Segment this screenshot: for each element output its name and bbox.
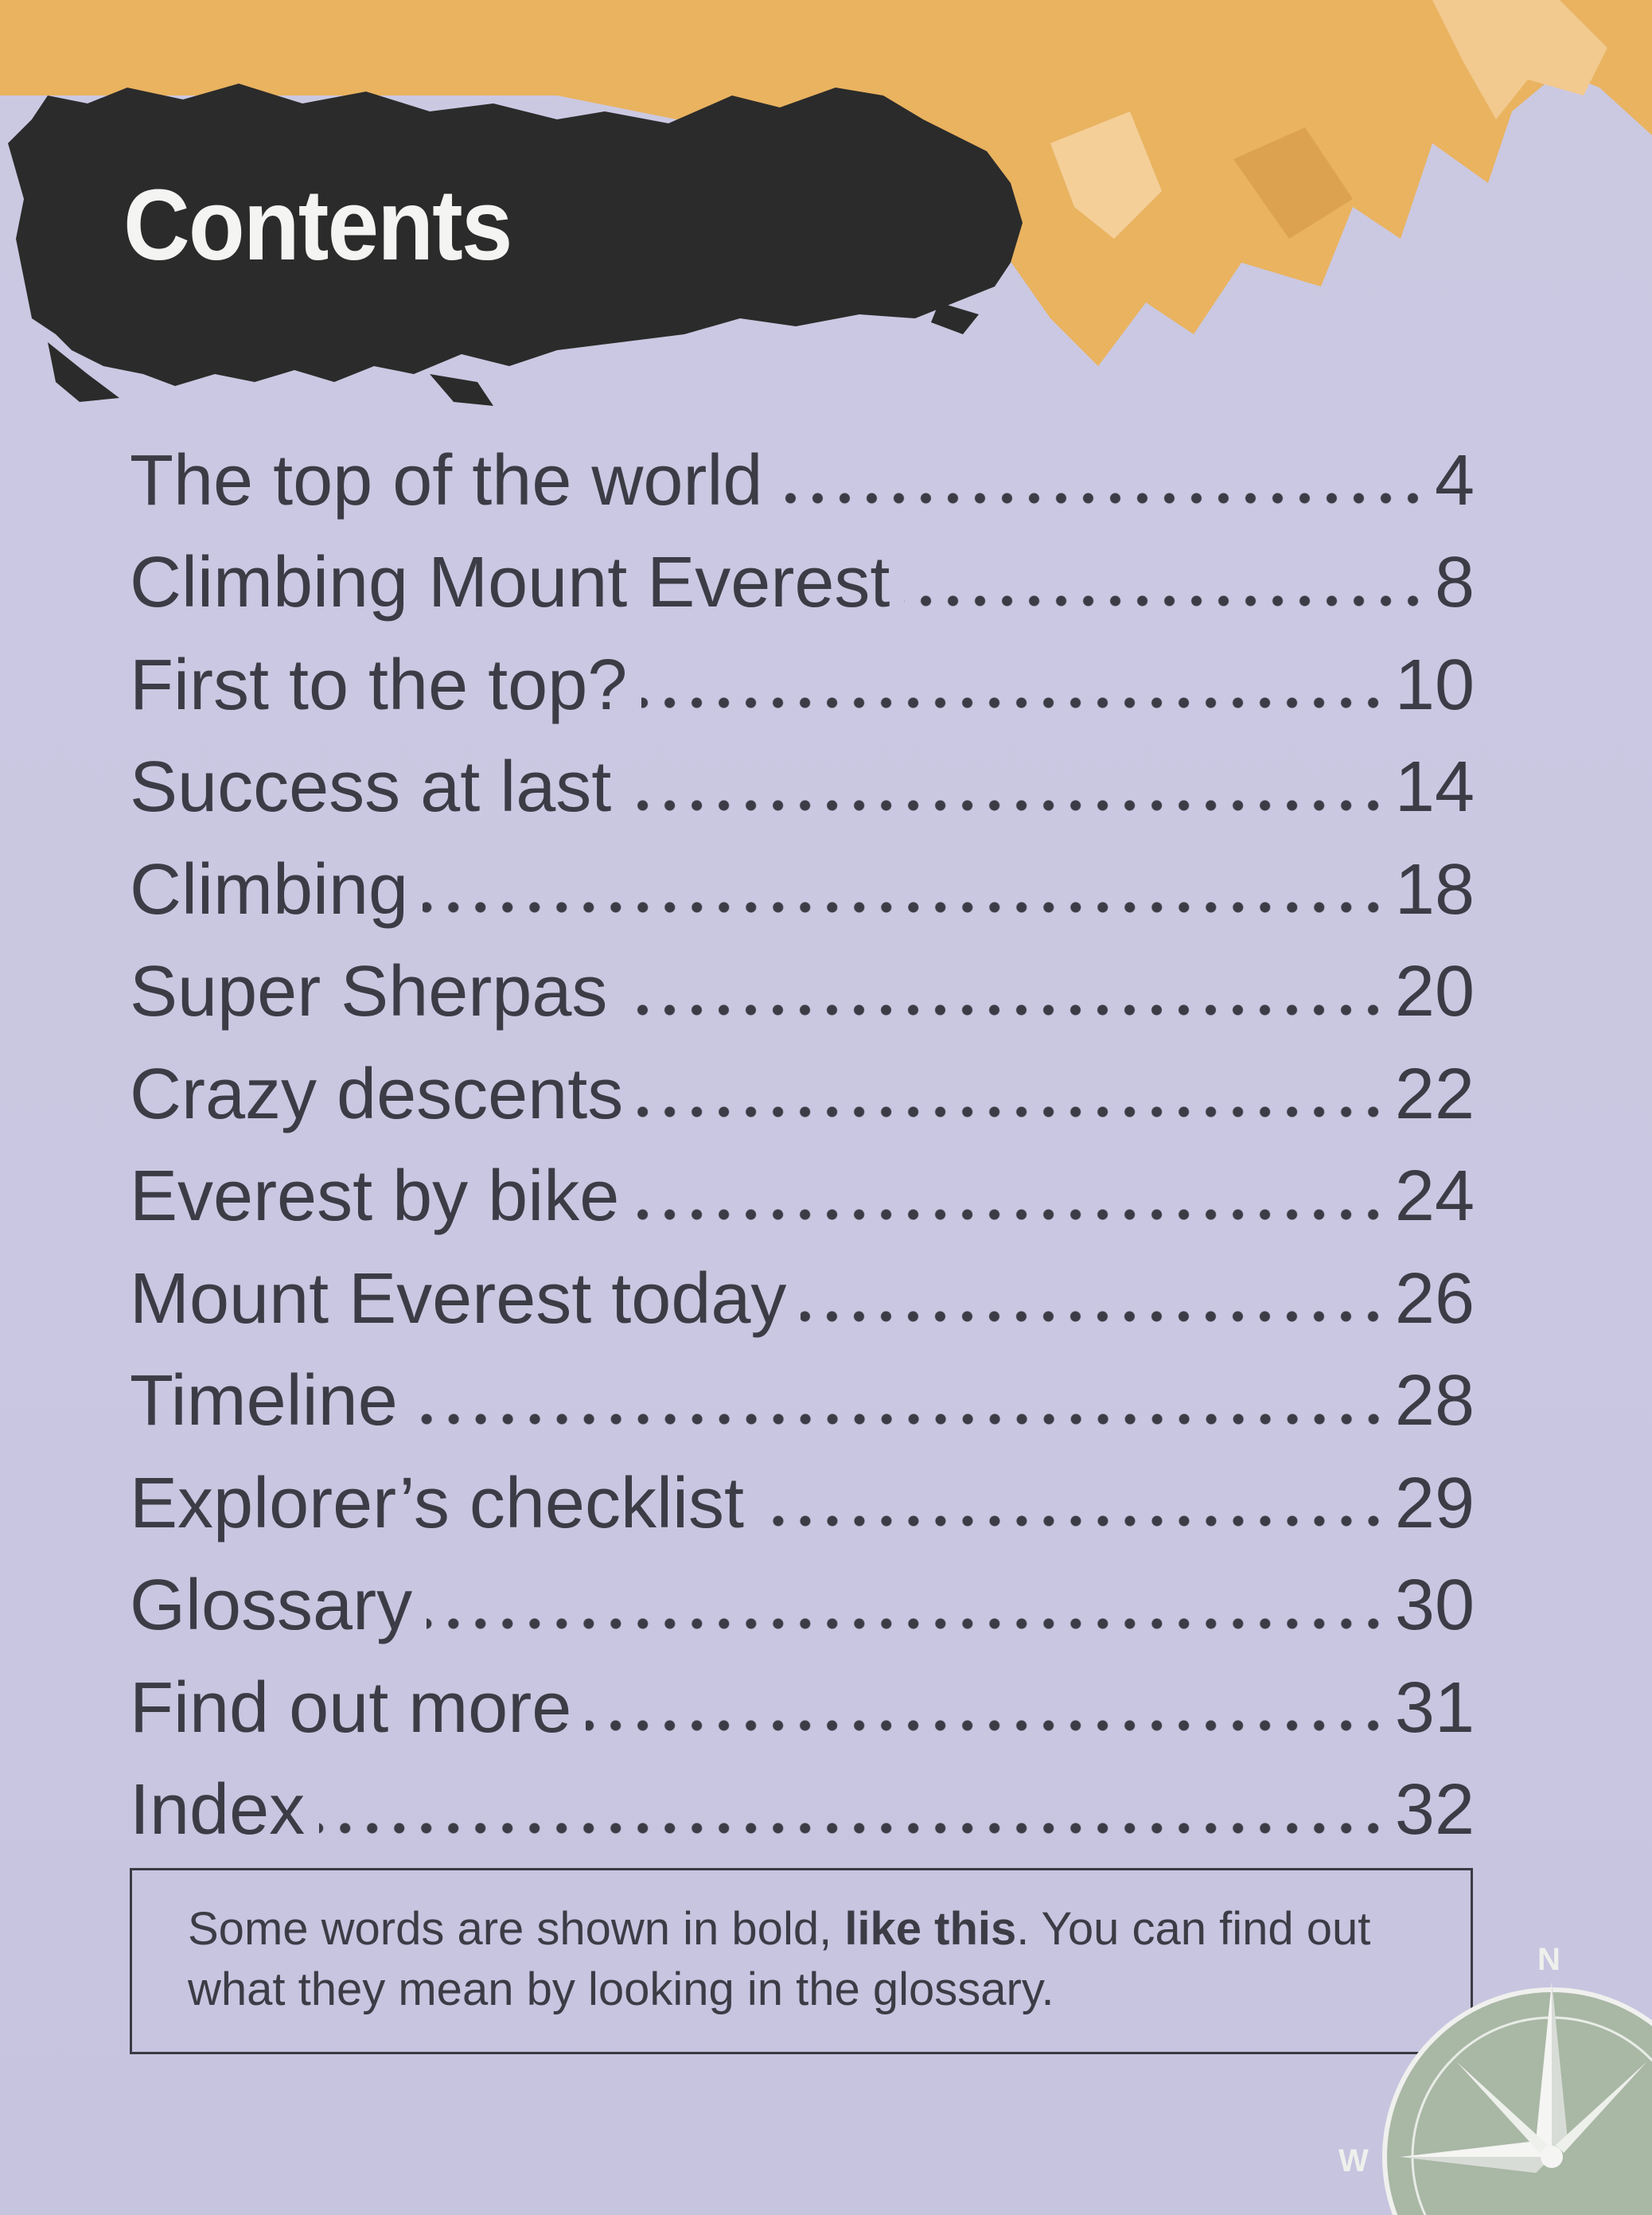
toc-entry[interactable] — [130, 1760, 1475, 1862]
toc-entry[interactable] — [130, 634, 1475, 737]
toc-entry-page: 22 — [1394, 1054, 1475, 1134]
toc-entry-page: 32 — [1394, 1770, 1475, 1850]
toc-entry-page: 31 — [1394, 1667, 1475, 1748]
toc-entry[interactable] — [130, 942, 1475, 1044]
toc-entry-title: First to the top? — [130, 645, 628, 725]
toc-entry-title: Climbing Mount Everest — [130, 543, 890, 623]
toc-entry[interactable] — [130, 1146, 1475, 1249]
toc-entry-page: 20 — [1394, 952, 1475, 1032]
toc-entry-title: Explorer’s checklist — [130, 1463, 744, 1543]
toc-entry-title: Mount Everest today — [130, 1258, 787, 1339]
toc-entry-title: Timeline — [130, 1361, 398, 1441]
toc-leader-dots — [423, 872, 1387, 943]
note-bold-example: like this — [844, 1903, 1017, 1955]
toc-leader-dots — [777, 462, 1426, 534]
toc-entry-title: Super Sherpas — [130, 952, 608, 1032]
toc-entry-page: 4 — [1434, 440, 1475, 521]
toc-entry-page: 8 — [1434, 543, 1475, 623]
toc-leader-dots — [427, 1588, 1387, 1659]
toc-entry[interactable] — [130, 1657, 1475, 1760]
toc-entry-page: 18 — [1394, 849, 1475, 930]
toc-leader-dots — [625, 770, 1387, 841]
toc-leader-dots — [621, 974, 1387, 1046]
compass-west-label: W — [1338, 2143, 1369, 2178]
note-text-after: . You can find out what they mean by looking in the glossary. — [188, 1903, 1371, 2015]
page-title: Contents — [123, 169, 512, 281]
toc-leader-dots — [637, 1076, 1387, 1148]
toc-entry[interactable] — [130, 1351, 1475, 1453]
toc-entry-page: 30 — [1394, 1566, 1475, 1646]
toc-entry-title: Crazy descents — [130, 1054, 624, 1134]
toc-entry[interactable] — [130, 1555, 1475, 1658]
toc-entry-page: 14 — [1394, 747, 1475, 828]
toc-entry-title: Success at last — [130, 747, 612, 828]
toc-entry-page: 26 — [1394, 1258, 1475, 1339]
toc-entry-page: 28 — [1394, 1361, 1475, 1441]
compass-north-label: N — [1537, 1942, 1560, 1977]
toc-leader-dots — [641, 667, 1387, 739]
toc-leader-dots — [586, 1690, 1387, 1761]
toc-entry[interactable] — [130, 1248, 1475, 1351]
toc-leader-dots — [412, 1383, 1387, 1455]
toc-leader-dots — [633, 1179, 1387, 1250]
toc-entry-page: 10 — [1394, 645, 1475, 725]
toc-entry[interactable] — [130, 839, 1475, 942]
toc-entry[interactable] — [130, 532, 1475, 635]
toc-entry-title: Find out more — [130, 1667, 572, 1748]
compass-rose-icon — [1321, 1926, 1652, 2215]
toc-entry[interactable] — [130, 1453, 1475, 1555]
toc-leader-dots — [319, 1792, 1387, 1864]
toc-leader-dots — [801, 1281, 1386, 1352]
toc-entry-page: 24 — [1394, 1156, 1475, 1237]
toc-entry-title: Index — [130, 1770, 306, 1850]
toc-leader-dots — [904, 565, 1427, 637]
table-of-contents — [130, 430, 1475, 1862]
bold-words-note — [130, 1868, 1473, 2054]
toc-entry[interactable] — [130, 1043, 1475, 1146]
toc-entry-title: Glossary — [130, 1566, 413, 1646]
toc-leader-dots — [758, 1485, 1387, 1557]
toc-entry[interactable] — [130, 430, 1475, 532]
toc-entry-title: Climbing — [130, 849, 409, 930]
toc-entry-page: 29 — [1394, 1463, 1475, 1543]
note-text-before: Some words are shown in bold, — [188, 1903, 845, 1955]
toc-entry-title: The top of the world — [130, 440, 763, 521]
toc-entry-title: Everest by bike — [130, 1156, 620, 1237]
toc-entry[interactable] — [130, 737, 1475, 840]
